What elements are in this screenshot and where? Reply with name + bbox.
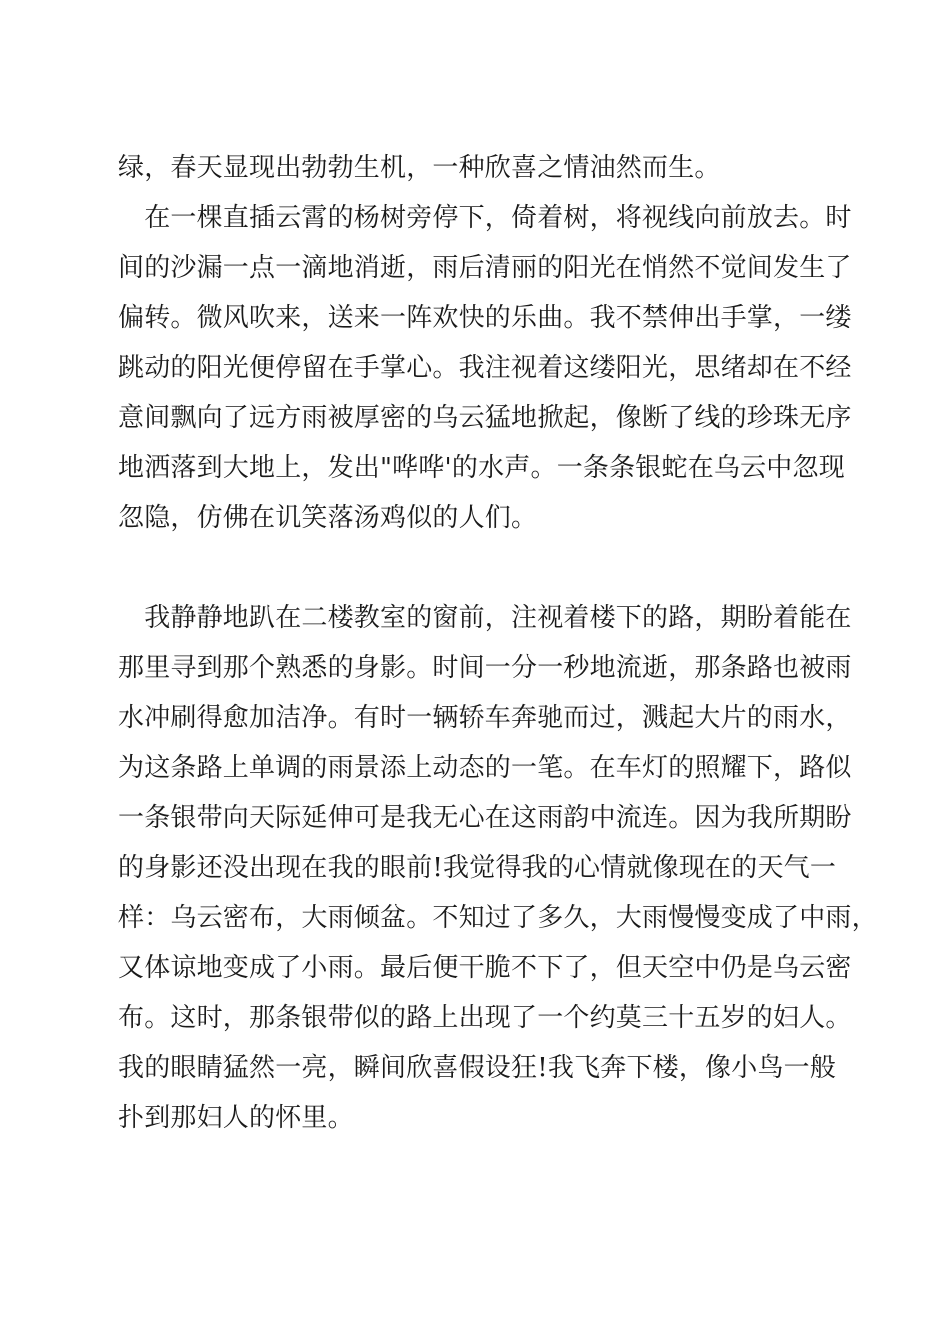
text-line: 间的沙漏一点一滴地消逝，雨后清丽的阳光在悄然不觉间发生了 bbox=[118, 253, 852, 283]
text-line: 偏转。微风吹来，送来一阵欢快的乐曲。我不禁伸出手掌，一缕 bbox=[118, 303, 852, 333]
text-line: 一条银带向天际延伸可是我无心在这雨韵中流连。因为我所期盼 bbox=[118, 803, 852, 833]
text-line: 忽隐，仿佛在讥笑落汤鸡似的人们。 bbox=[118, 503, 538, 533]
text-line: 又体谅地变成了小雨。最后便干脆不下了，但天空中仍是乌云密 bbox=[118, 953, 852, 983]
text-line: 的身影还没出现在我的眼前!我觉得我的心情就像现在的天气一 bbox=[118, 853, 837, 883]
text-line: 我静静地趴在二楼教室的窗前，注视着楼下的路，期盼着能在 bbox=[118, 603, 852, 633]
text-line: 跳动的阳光便停留在手掌心。我注视着这缕阳光，思绪却在不经 bbox=[118, 353, 852, 383]
text-line: 布。这时，那条银带似的路上出现了一个约莫三十五岁的妇人。 bbox=[118, 1003, 852, 1033]
text-line: 样：乌云密布，大雨倾盆。不知过了多久，大雨慢慢变成了中雨， bbox=[118, 903, 878, 933]
text-line: 水冲刷得愈加洁净。有时一辆轿车奔驰而过，溅起大片的雨水， bbox=[118, 703, 852, 733]
text-line: 为这条路上单调的雨景添上动态的一笔。在车灯的照耀下，路似 bbox=[118, 753, 852, 783]
text-line: 地洒落到大地上，发出"哗哗'的水声。一条条银蛇在乌云中忽现 bbox=[118, 453, 845, 483]
text-line: 我的眼睛猛然一亮，瞬间欣喜假设狂!我飞奔下楼，像小鸟一般 bbox=[118, 1053, 837, 1083]
text-line: 扑到那妇人的怀里。 bbox=[118, 1103, 354, 1133]
text-line: 在一棵直插云霄的杨树旁停下，倚着树，将视线向前放去。时 bbox=[118, 203, 852, 233]
text-line: 意间飘向了远方雨被厚密的乌云猛地掀起，像断了线的珍珠无序 bbox=[118, 403, 852, 433]
text-line: 那里寻到那个熟悉的身影。时间一分一秒地流逝，那条路也被雨 bbox=[118, 653, 852, 683]
text-line: 绿，春天显现出勃勃生机，一种欣喜之情油然而生。 bbox=[118, 153, 721, 183]
